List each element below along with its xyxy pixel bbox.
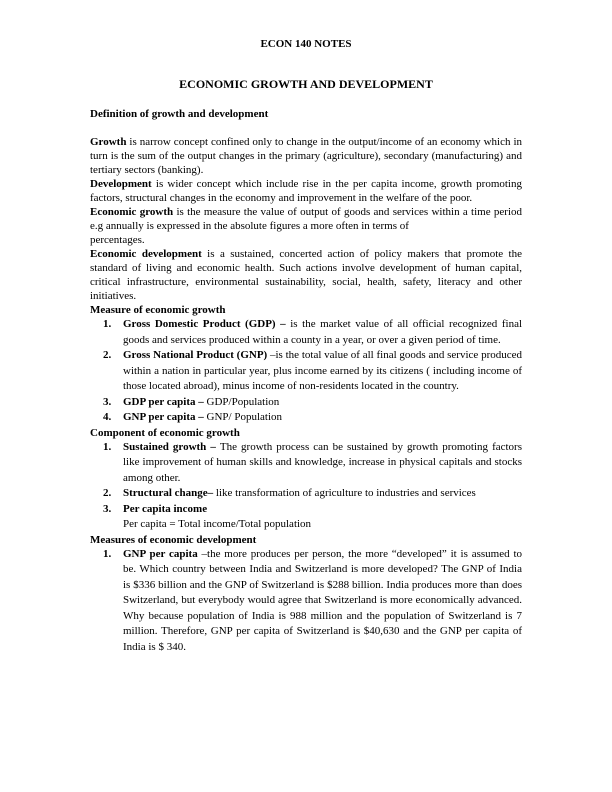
list-item-structural-change bbox=[90, 486, 522, 502]
item-lead: Structural change– bbox=[123, 487, 216, 499]
item-lead: GNP per capita bbox=[123, 547, 202, 560]
item-subline: Per capita = Total income/Total population bbox=[123, 518, 312, 530]
item-number: 1. bbox=[103, 318, 112, 330]
item-lead: GNP per capita – bbox=[123, 411, 207, 423]
item-text: The growth process can be sustained by growth promoting factors like improvement of human skills and knowledge, increase in physical capitals and stocks among other. bbox=[123, 440, 523, 484]
doc-title: ECON 140 NOTES bbox=[260, 38, 352, 50]
item-text: –is the total value of all final goods and service produced within a nation in particular year, plus income earned by its citizens ( including income of those located abroad), minus income of non-residents located in the country. bbox=[123, 349, 523, 392]
definition-growth-text: is narrow concept confined only to change in the output/income of an economy which in turn is the sum of the output changes in the primary (agriculture), secondary (manufacturing) and tertiary sectors (banking). bbox=[90, 136, 522, 176]
section-heading-component-of-economic-growth: Component of economic growth bbox=[90, 426, 240, 439]
component-of-economic-growth-list bbox=[90, 440, 522, 533]
section-heading-measures-of-economic-development: Measures of economic development bbox=[90, 533, 257, 546]
definition-development-text: is wider concept which include rise in the per capita income, growth promoting factors, structural changes in the economy and improvement in the welfare of the poor. bbox=[90, 178, 522, 204]
measure-of-economic-growth-list bbox=[90, 317, 522, 426]
list-item-gnp-per-capita-development bbox=[90, 547, 522, 656]
item-lead: GDP per capita – bbox=[123, 395, 207, 408]
list-item-per-capita-income bbox=[90, 502, 522, 533]
section-heading-measure-of-economic-growth: Measure of economic growth bbox=[90, 304, 226, 316]
item-body bbox=[123, 547, 522, 656]
definition-economic-development-text: is a sustained, concerted action of policy makers that promote the standard of living and economic health. Such actions involve development of human capital, critical infrastructure, environmental sustainability, social, health, safety, literacy and other initiatives. bbox=[90, 248, 522, 302]
term-growth: Growth bbox=[90, 136, 127, 148]
item-number: 3. bbox=[103, 395, 112, 408]
item-text: –the more produces per person, the more “developed” it is assumed to be. Which country between India and Switzerland is more developed? The GNP of India is $336 billion and the GNP of Switzerland is $288 billion. India produces more than does Switzerland, but everybody would agree that Switzerland is more economically advanced. Why because population of India is 988 million and the population of Switzerland is 7 million. Therefore, GNP per capita of Switzerland is $40,630 and the GNP per capita of India is $ 340. bbox=[123, 547, 523, 653]
item-body bbox=[123, 410, 522, 426]
list-item-gdp bbox=[90, 317, 522, 348]
item-body bbox=[123, 440, 522, 487]
item-number: 2. bbox=[103, 349, 112, 361]
item-lead: Per capita income bbox=[123, 502, 208, 515]
item-text: is the market value of all official recognized final goods and services produced within a county in a year, or over a given period of time. bbox=[123, 318, 523, 346]
definition-economic-growth bbox=[90, 205, 522, 247]
definition-growth bbox=[90, 135, 522, 177]
list-item-gnp-per-capita bbox=[90, 410, 522, 426]
term-economic-development: Economic development bbox=[90, 248, 202, 260]
main-heading: ECONOMIC GROWTH AND DEVELOPMENT bbox=[179, 77, 433, 91]
item-number: 1. bbox=[103, 547, 112, 560]
item-number: 3. bbox=[103, 502, 112, 515]
item-body bbox=[123, 317, 522, 348]
item-body bbox=[123, 502, 522, 533]
item-text: GNP/ Population bbox=[206, 411, 282, 423]
definition-economic-development bbox=[90, 247, 522, 303]
item-number: 2. bbox=[103, 487, 112, 499]
item-lead: Gross National Product (GNP) bbox=[123, 349, 270, 361]
definition-development bbox=[90, 177, 522, 205]
item-lead: Gross Domestic Product (GDP) – bbox=[123, 318, 291, 330]
item-lead: Sustained growth – bbox=[123, 440, 220, 453]
item-number: 1. bbox=[103, 440, 112, 453]
list-item-gdp-per-capita bbox=[90, 395, 522, 411]
definitions-heading: Definition of growth and development bbox=[90, 108, 269, 120]
item-number: 4. bbox=[103, 411, 112, 423]
document-page bbox=[90, 0, 522, 655]
item-body bbox=[123, 486, 522, 502]
term-development: Development bbox=[90, 178, 152, 190]
list-item-gnp bbox=[90, 348, 522, 395]
item-body bbox=[123, 348, 522, 395]
measures-of-economic-development-list bbox=[90, 547, 522, 656]
list-item-sustained-growth bbox=[90, 440, 522, 487]
item-text: GDP/Population bbox=[206, 395, 280, 408]
term-economic-growth: Economic growth bbox=[90, 206, 174, 218]
definition-economic-growth-text: is the measure the value of output of goods and services within a time period e.g annually is expressed in the absolute figures a more often in terms of bbox=[90, 206, 522, 232]
item-text: like transformation of agriculture to industries and services bbox=[215, 487, 476, 499]
definition-economic-growth-text2: percentages. bbox=[90, 234, 145, 246]
item-body bbox=[123, 395, 522, 411]
